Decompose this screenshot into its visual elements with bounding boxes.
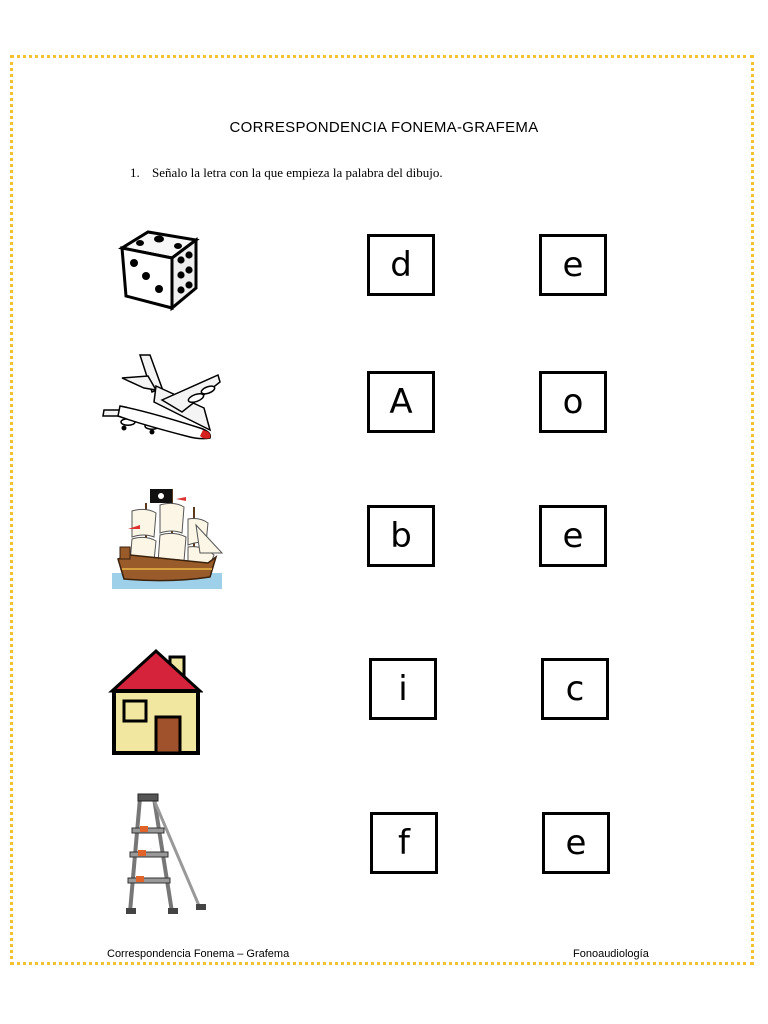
house-image bbox=[108, 645, 203, 757]
footer-left: Correspondencia Fonema – Grafema bbox=[107, 948, 290, 960]
instruction bbox=[130, 165, 443, 181]
instruction-number: 1. bbox=[130, 165, 140, 180]
letter-option[interactable]: f bbox=[370, 812, 438, 874]
letter-option[interactable]: i bbox=[369, 658, 437, 720]
letter-option[interactable]: A bbox=[367, 371, 435, 433]
letter-option[interactable]: e bbox=[542, 812, 610, 874]
letter-option[interactable]: b bbox=[367, 505, 435, 567]
letter-option[interactable]: e bbox=[539, 234, 607, 296]
letter-option[interactable]: c bbox=[541, 658, 609, 720]
letter-option[interactable]: d bbox=[367, 234, 435, 296]
letter-option[interactable]: o bbox=[539, 371, 607, 433]
instruction-text: Señalo la letra con la que empieza la palabra del dibujo. bbox=[152, 165, 443, 180]
ladder-image bbox=[120, 790, 210, 920]
pirate-ship-image bbox=[110, 485, 225, 593]
dice-image bbox=[110, 218, 210, 318]
letter-option[interactable]: e bbox=[539, 505, 607, 567]
airplane-image bbox=[100, 350, 225, 445]
page-title: CORRESPONDENCIA FONEMA-GRAFEMA bbox=[229, 119, 539, 136]
footer-right: Fonoaudiología bbox=[573, 948, 649, 960]
